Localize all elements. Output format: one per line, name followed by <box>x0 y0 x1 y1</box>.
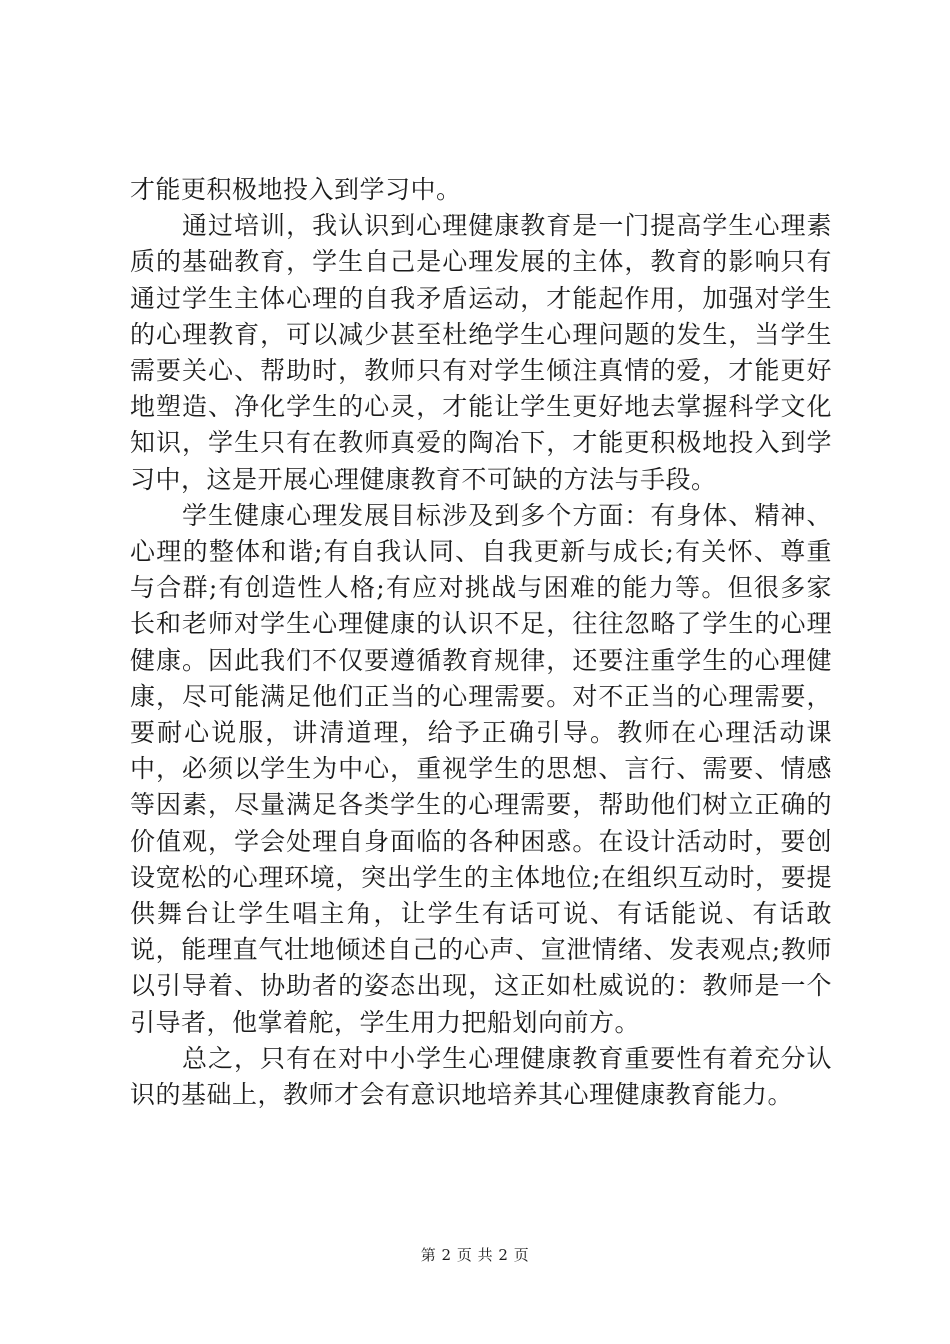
paragraph-continuation: 才能更积极地投入到学习中。 <box>130 175 462 204</box>
document-body <box>130 172 832 1113</box>
paragraph-conclusion: 总之，只有在对中小学生心理健康教育重要性有着充分认识的基础上，教师才会有意识地培养其心理健康教育能力。 <box>130 1043 832 1110</box>
page-number-footer: 第 2 页 共 2 页 <box>420 1246 530 1264</box>
paragraph-development-goals: 学生健康心理发展目标涉及到多个方面：有身体、精神、心理的整体和谐;有自我认同、自我更新与成长;有关怀、尊重与合群;有创造性人格;有应对挑战与困难的能力等。但很多家长和老师对学生心理健康的认识不足，往往忽略了学生的心理健康。因此我们不仅要遵循教育规律，还要注重学生的心理健康，尽可能满足他们正当的心理需要。对不正当的心理需要，要耐心说服，讲清道理，给予正确引导。教师在心理活动课中，必须以学生为中心，重视学生的思想、言行、需要、情感等因素，尽量满足各类学生的心理需要，帮助他们树立正确的价值观，学会处理自身面临的各种困惑。在设计活动时，要创设宽松的心理环境，突出学生的主体地位;在组织互动时，要提供舞台让学生唱主角，让学生有话可说、有话能说、有话敢说，能理直气壮地倾述自己的心声、宣泄情绪、发表观点;教师以引导着、协助者的姿态出现，这正如杜威说的：教师是一个引导者，他掌着舵，学生用力把船划向前方。 <box>130 500 832 1037</box>
paragraph-training-insight: 通过培训，我认识到心理健康教育是一门提高学生心理素质的基础教育，学生自己是心理发展的主体，教育的影响只有通过学生主体心理的自我矛盾运动，才能起作用，加强对学生的心理教育，可以减少甚至杜绝学生心理问题的发生，当学生需要关心、帮助时，教师只有对学生倾注真情的爱，才能更好地塑造、净化学生的心灵，才能让学生更好地去掌握科学文化知识，学生只有在教师真爱的陶冶下，才能更积极地投入到学习中，这是开展心理健康教育不可缺的方法与手段。 <box>130 211 832 494</box>
